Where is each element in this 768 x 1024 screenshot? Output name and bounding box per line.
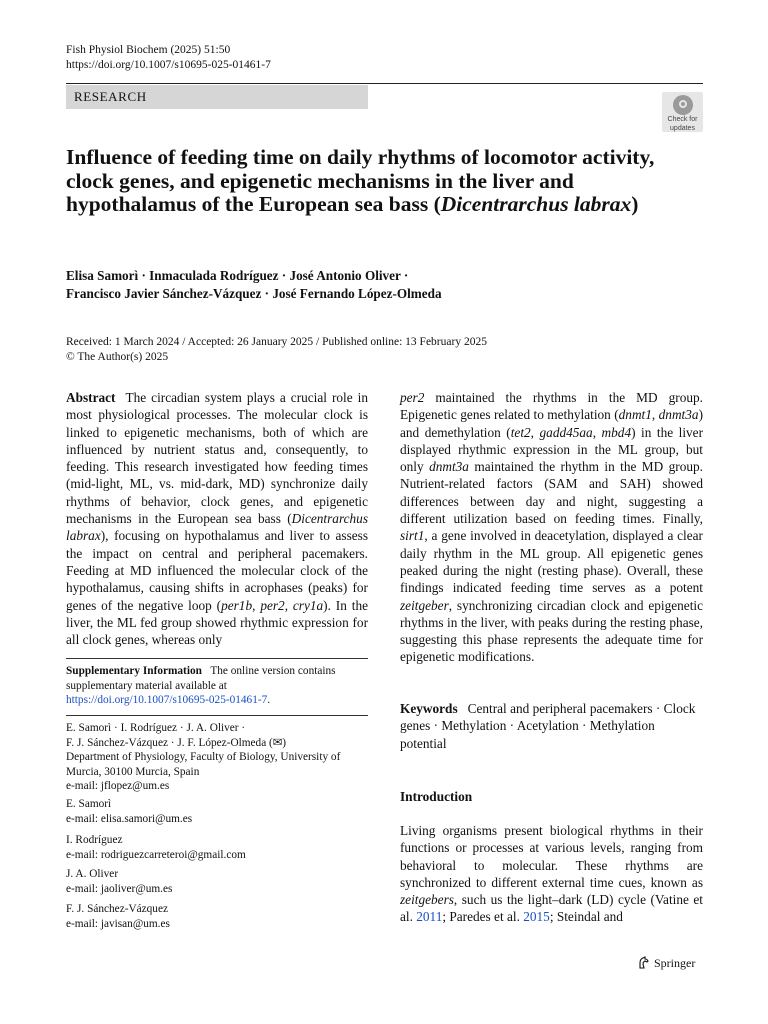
keywords (400, 700, 703, 752)
check-updates-line1: Check for (667, 116, 698, 123)
abstract-right-column (400, 389, 703, 666)
citation-link[interactable]: 2015 (523, 909, 550, 925)
affiliation-department: Department of Physiology, Faculty of Biology, University of Murcia, 30100 Murcia, Spain (66, 751, 341, 778)
gene-tet2: tet2 (510, 424, 531, 440)
abstract-sep: , (252, 597, 261, 613)
gene-per1b: per1b (221, 597, 253, 613)
contact-name: J. A. Oliver (66, 868, 119, 880)
abstract-sep: , (284, 597, 293, 613)
abstract-text-5: ) and demethylation ( (400, 407, 703, 440)
abstract-heading: Abstract (66, 390, 116, 405)
journal-header (66, 43, 271, 72)
abstract-sep: , (530, 424, 540, 440)
publisher-name: Springer (654, 956, 696, 970)
section-label: RESEARCH (66, 85, 368, 109)
copyright-line: © The Author(s) 2025 (66, 351, 169, 363)
contact-email[interactable]: e-mail: javisan@um.es (66, 917, 170, 930)
contact-rodriguez (66, 833, 368, 862)
contact-name: I. Rodríguez (66, 834, 123, 846)
journal-doi[interactable]: https://doi.org/10.1007/s10695-025-01461-7 (66, 58, 271, 71)
supplementary-heading: Supplementary Information (66, 665, 202, 677)
authors-line2: Francisco Javier Sánchez-Vázquez · José Fernando López-Olmeda (66, 286, 442, 301)
contact-oliver (66, 867, 368, 896)
gene-cry1a: cry1a (292, 597, 324, 613)
corresponding-affiliation (66, 721, 368, 794)
title-main: Influence of feeding time on daily rhythms of locomotor activity, clock genes, and epigenetic mechanisms in the liver and hypothalamus of the European sea bass ( (66, 145, 655, 216)
intro-text-2: , such us the light–dark (LD) cycle (Vatine et al. (400, 892, 703, 925)
contact-sanchez (66, 902, 368, 931)
abstract-text-4: maintained the rhythms in the MD group. Epigenetic genes related to methylation ( (400, 390, 703, 423)
introduction-text (400, 822, 703, 926)
abstract-text-6: ) in the liver displayed rhythmic expression in the ML group, but only (400, 424, 704, 475)
gene-gadd45aa: gadd45aa (539, 424, 593, 440)
publisher-footer (638, 954, 695, 972)
contact-name: F. J. Sánchez-Vázquez (66, 903, 168, 915)
gene-dnmt1: dnmt1 (618, 407, 652, 423)
authors-line1: Elisa Samorì · Inmaculada Rodríguez · José Antonio Oliver · (66, 268, 409, 283)
check-updates-icon (673, 95, 693, 115)
supplementary-information (66, 664, 368, 708)
header-rule (66, 83, 703, 84)
contact-email[interactable]: e-mail: jaoliver@um.es (66, 882, 173, 895)
gene-mbd4: mbd4 (601, 424, 632, 440)
supplementary-rule (66, 658, 368, 659)
supplementary-link[interactable]: https://doi.org/10.1007/s10695-025-01461-7 (66, 694, 268, 706)
gene-dnmt3a-md: dnmt3a (429, 459, 469, 475)
intro-text-3: ; Paredes et al. (442, 909, 524, 925)
contact-samori (66, 797, 368, 826)
title-species: Dicentrarchus labrax (440, 192, 632, 216)
abstract-text-8: , a gene involved in deacetylation, displayed a clear daily rhythm in the ML group. All epigenetic genes peaked during the night (resting phase). Overall, these findings indicated feeding time serves as a potent (400, 528, 703, 596)
supplementary-text: The online version contains supplementary material available at (66, 665, 336, 692)
abstract-species: Dicentrarchus labrax (66, 511, 368, 544)
abstract-sep: , (651, 407, 659, 423)
abstract-text-7: maintained the rhythm in the MD group. Nutrient-related factors (SAM and SAH) showed differences between day and night, suggesting a different utilization based on feeding times. Finally, (400, 459, 703, 527)
author-list (66, 267, 686, 303)
term-zeitgeber: zeitgeber (400, 597, 449, 613)
check-updates-line2: updates (670, 124, 695, 132)
contact-name: E. Samorì (66, 798, 112, 810)
intro-text-4: ; Steindal and (549, 909, 623, 925)
gene-sirt1: sirt1 (400, 528, 425, 544)
abstract-text-2: ), focusing on hypothalamus and liver to assess the impact on central and peripheral pacemakers. Feeding at MD influenced the molecular clock of the hypothalamus, causing shifts in acrophases (peaks) for genes of the negative loop ( (66, 528, 368, 613)
affiliation-authors-1: E. Samorì · I. Rodríguez · J. A. Oliver · (66, 722, 246, 734)
abstract-left-column (66, 389, 368, 648)
publication-dates (66, 335, 487, 365)
affiliation-authors-2: F. J. Sánchez-Vázquez · J. F. López-Olmeda (✉) (66, 736, 287, 749)
gene-dnmt3a: dnmt3a (658, 407, 699, 423)
keywords-heading: Keywords (400, 701, 458, 716)
abstract-text-1: The circadian system plays a crucial role in most physiological processes. The molecular clock is linked to epigenetic mechanisms, both of which are influenced by nutrient status and, consequently, to feeding. This research investigated how feeding times (mid-light, ML, vs. mid-dark, MD) synchronize daily rhythms of behavior, clock genes, and epigenetic mechanisms in the European sea bass ( (66, 390, 368, 527)
journal-citation: Fish Physiol Biochem (2025) 51:50 (66, 44, 231, 56)
citation-link[interactable]: 2011 (416, 909, 443, 925)
abstract-sep: , (592, 424, 602, 440)
springer-horse-icon (638, 956, 649, 969)
abstract-text-3: ). In the liver, the ML fed group showed rhythmic expression for all clock genes, whereas only (66, 597, 368, 648)
check-for-updates-badge[interactable] (662, 92, 703, 132)
keywords-text: Central and peripheral pacemakers · Clock genes · Methylation · Acetylation · Methylation potential (400, 701, 696, 751)
affiliation-rule (66, 715, 368, 716)
gene-per2: per2 (260, 597, 285, 613)
intro-text-1: Living organisms present biological rhythms in their functions or processes at various levels, ranging from behavioral to molecular. These rhythms are synchronized to different external time cues, known as (400, 823, 703, 890)
corresponding-email[interactable]: e-mail: jflopez@um.es (66, 780, 170, 792)
title-close: ) (631, 192, 639, 216)
dates-line1: Received: 1 March 2024 / Accepted: 26 January 2025 / Published online: 13 February 2025 (66, 336, 487, 348)
supplementary-end: . (267, 694, 271, 706)
gene-per2-liver: per2 (400, 390, 425, 405)
contact-email[interactable]: e-mail: rodriguezcarreteroi@gmail.com (66, 848, 246, 861)
article-title (66, 146, 686, 217)
introduction-heading: Introduction (400, 789, 473, 804)
abstract-text-9: , synchronizing circadian clock and epigenetic rhythms in the liver, with peaks during the resting phase, suggesting this phase represents the adequate time for epigenetic modifications. (400, 597, 703, 665)
term-zeitgebers: zeitgebers (400, 892, 454, 908)
contact-email[interactable]: e-mail: elisa.samori@um.es (66, 812, 193, 825)
